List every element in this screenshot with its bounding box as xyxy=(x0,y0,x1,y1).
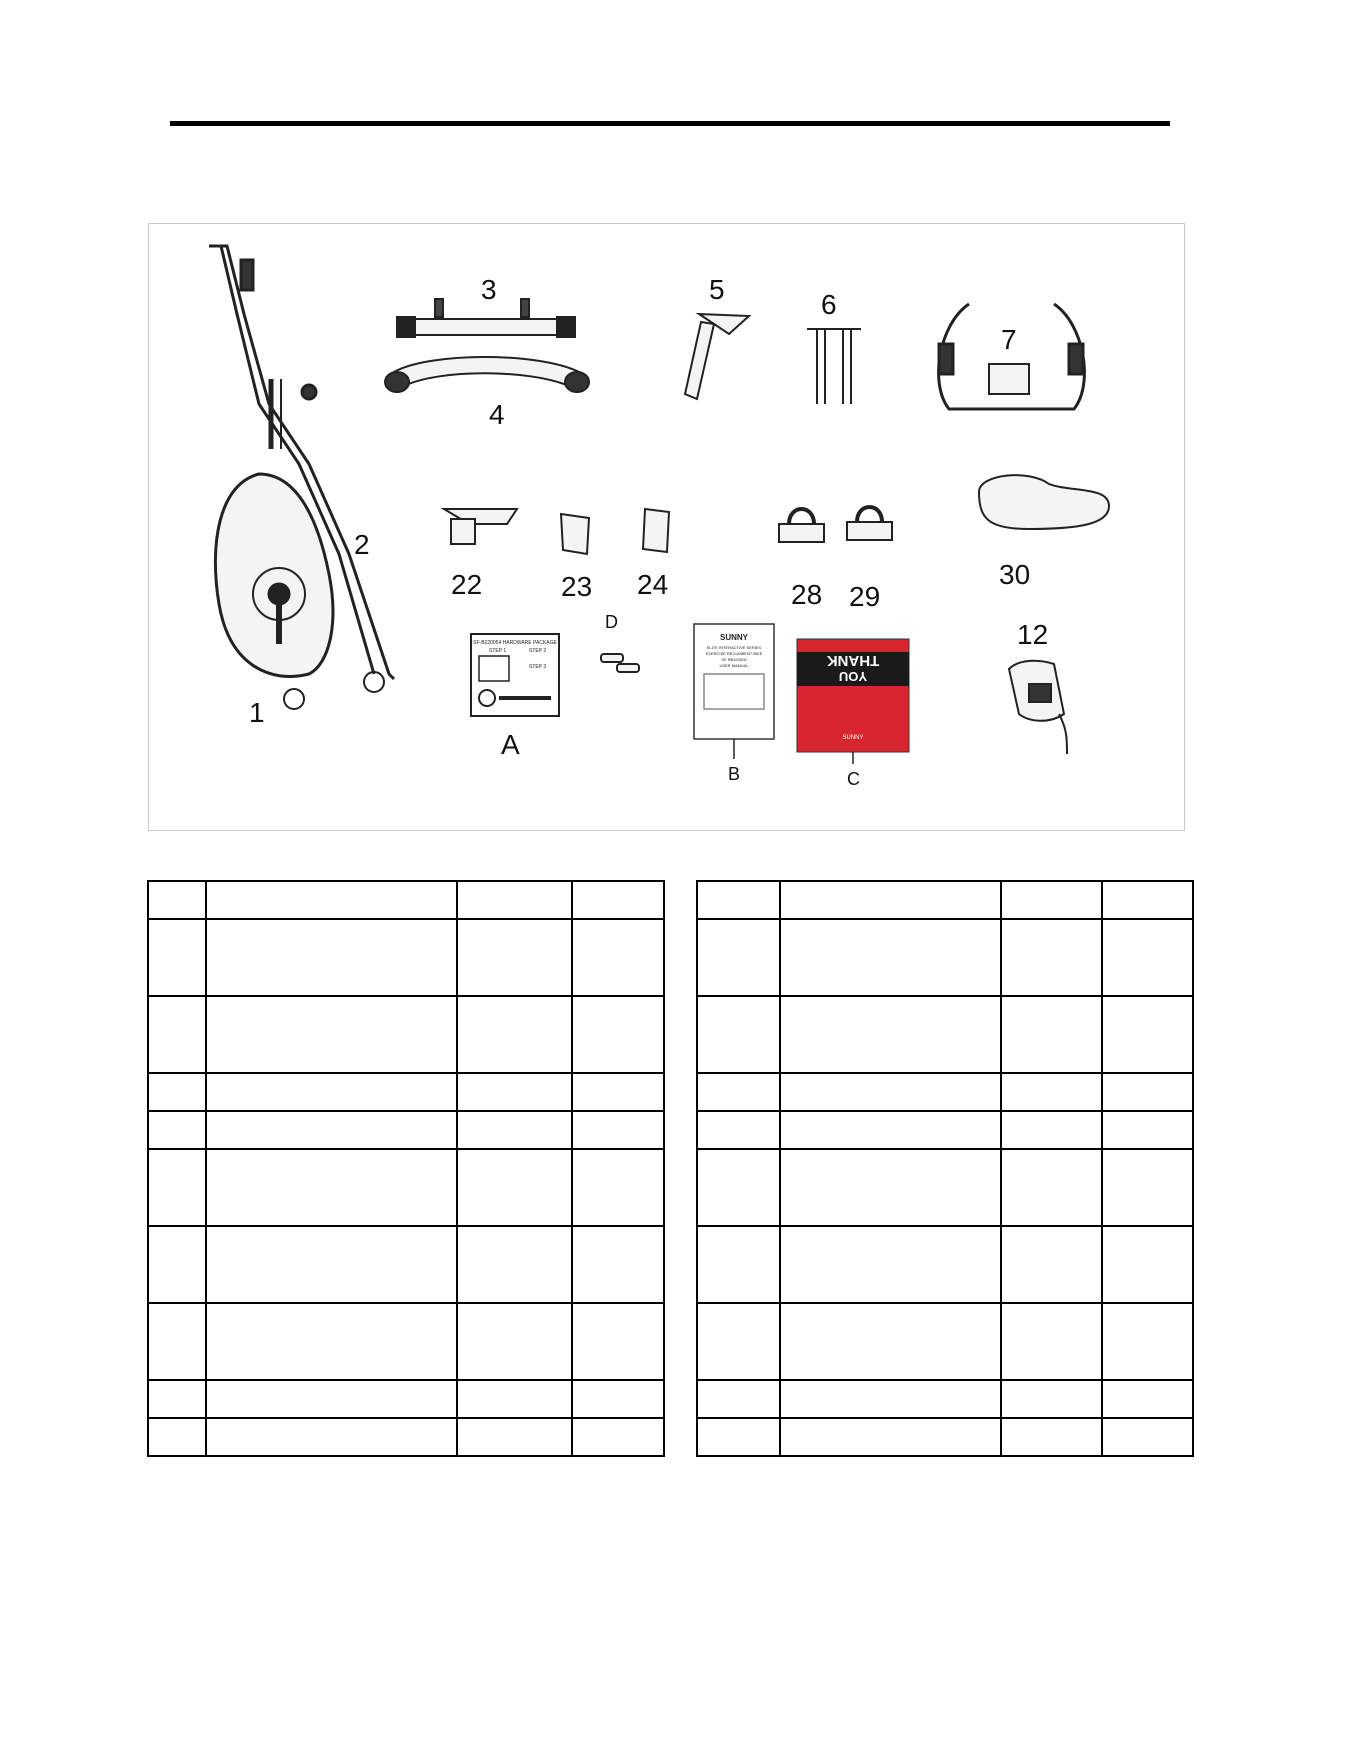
table-row xyxy=(148,1149,664,1226)
table-cell xyxy=(148,1380,206,1418)
table-row xyxy=(697,881,1193,919)
table-cell xyxy=(697,1111,780,1149)
table-cell xyxy=(457,1380,573,1418)
parts-table-right-body xyxy=(697,881,1193,1456)
table-row xyxy=(148,1226,664,1303)
table-cell xyxy=(1001,1226,1103,1303)
callout-C: C xyxy=(847,769,860,789)
pedal-left-part xyxy=(779,509,824,542)
table-cell xyxy=(780,1149,1001,1226)
handlebar-post-part xyxy=(807,329,861,404)
hardware-card-step3: STEP 3 xyxy=(529,664,547,670)
table-cell xyxy=(1001,1111,1103,1149)
handlebar-part xyxy=(939,304,1085,409)
callout-29: 29 xyxy=(849,581,881,612)
table-row xyxy=(697,1149,1193,1226)
table-cell xyxy=(572,1111,664,1149)
table-cell xyxy=(148,1226,206,1303)
callout-5: 5 xyxy=(709,274,725,305)
cap-parts-d xyxy=(601,654,639,672)
table-cell xyxy=(1001,1149,1103,1226)
table-row xyxy=(148,881,664,919)
table-cell xyxy=(572,1073,664,1111)
pedal-right-part xyxy=(847,507,892,540)
table-cell xyxy=(697,1380,780,1418)
table-cell xyxy=(1001,1380,1103,1418)
table-row xyxy=(148,1418,664,1456)
callout-12: 12 xyxy=(1017,619,1049,650)
table-cell xyxy=(697,1418,780,1456)
table-cell xyxy=(206,1226,457,1303)
table-row xyxy=(697,1111,1193,1149)
hardware-card-step1: STEP 1 xyxy=(489,648,507,654)
table-row xyxy=(148,919,664,996)
table-cell xyxy=(1102,1380,1193,1418)
table-cell xyxy=(697,996,780,1073)
callout-1: 1 xyxy=(249,697,265,728)
manual-title-line1: ELITE INTERACTIVE SERIES xyxy=(706,645,762,650)
table-cell xyxy=(780,1111,1001,1149)
callout-D: D xyxy=(605,612,618,632)
table-row xyxy=(697,1418,1193,1456)
table-cell xyxy=(572,1380,664,1418)
console-part xyxy=(1009,661,1067,754)
table-cell xyxy=(206,1380,457,1418)
table-cell xyxy=(1001,1303,1103,1380)
table-cell xyxy=(148,1111,206,1149)
main-frame-part xyxy=(209,246,394,709)
manual-model: SF-RB420000 xyxy=(721,657,747,662)
table-cell xyxy=(1001,919,1103,996)
table-cell xyxy=(572,881,664,919)
bracket-part-23 xyxy=(561,514,589,554)
table-row xyxy=(148,1380,664,1418)
table-cell xyxy=(148,881,206,919)
bracket-part-24 xyxy=(643,509,669,552)
seat-part xyxy=(979,475,1109,529)
callout-B: B xyxy=(728,764,741,784)
hardware-card-heading: SF-B220054 HARDWARE PACKAGE xyxy=(473,640,557,646)
table-cell xyxy=(1102,1073,1193,1111)
manual-brand: SUNNY xyxy=(719,633,749,642)
table-cell xyxy=(206,919,457,996)
parts-illustration xyxy=(149,224,1186,832)
table-cell xyxy=(148,996,206,1073)
table-cell xyxy=(148,1303,206,1380)
parts-table-left-body xyxy=(148,881,664,1456)
table-cell xyxy=(1102,919,1193,996)
table-cell xyxy=(780,881,1001,919)
table-cell xyxy=(1102,1303,1193,1380)
table-cell xyxy=(1102,1418,1193,1456)
table-cell xyxy=(148,919,206,996)
thank-you-brand: SUNNY xyxy=(842,735,864,741)
table-cell xyxy=(206,1073,457,1111)
table-cell xyxy=(148,1073,206,1111)
parts-table-left xyxy=(147,880,665,1457)
table-row xyxy=(697,996,1193,1073)
top-rule xyxy=(170,121,1170,126)
table-cell xyxy=(206,881,457,919)
callout-28: 28 xyxy=(791,579,823,610)
table-cell xyxy=(780,1418,1001,1456)
table-cell xyxy=(780,919,1001,996)
callout-30: 30 xyxy=(999,559,1031,590)
table-cell xyxy=(697,919,780,996)
front-stabilizer-part xyxy=(385,357,589,392)
bottle-holder-part xyxy=(444,509,517,544)
table-cell xyxy=(1001,881,1103,919)
table-cell xyxy=(457,1226,573,1303)
table-cell xyxy=(780,1226,1001,1303)
table-cell xyxy=(697,881,780,919)
table-cell xyxy=(457,1073,573,1111)
table-cell xyxy=(572,996,664,1073)
callout-24: 24 xyxy=(637,569,669,600)
table-cell xyxy=(1102,1226,1193,1303)
table-row xyxy=(697,919,1193,996)
table-cell xyxy=(572,1149,664,1226)
table-row xyxy=(148,1111,664,1149)
table-cell xyxy=(1102,881,1193,919)
table-cell xyxy=(697,1073,780,1111)
table-cell xyxy=(457,881,573,919)
table-cell xyxy=(457,1303,573,1380)
table-cell xyxy=(780,996,1001,1073)
callout-22: 22 xyxy=(451,569,483,600)
thank-you-word2: YOU xyxy=(838,669,868,684)
callout-7: 7 xyxy=(1001,324,1017,355)
seat-post-part xyxy=(685,314,749,399)
callout-4: 4 xyxy=(489,399,505,430)
table-cell xyxy=(572,1303,664,1380)
parts-table-right xyxy=(696,880,1194,1457)
table-row xyxy=(697,1303,1193,1380)
table-cell xyxy=(780,1073,1001,1111)
table-cell xyxy=(780,1380,1001,1418)
table-cell xyxy=(572,919,664,996)
table-cell xyxy=(206,1303,457,1380)
callout-3: 3 xyxy=(481,274,497,305)
callout-A: A xyxy=(501,729,520,760)
table-row xyxy=(148,1073,664,1111)
table-cell xyxy=(457,1111,573,1149)
table-cell xyxy=(1102,996,1193,1073)
table-cell xyxy=(1001,1418,1103,1456)
table-cell xyxy=(1001,1073,1103,1111)
table-cell xyxy=(206,1149,457,1226)
table-cell xyxy=(457,996,573,1073)
table-cell xyxy=(1001,996,1103,1073)
table-row xyxy=(148,1303,664,1380)
callout-23: 23 xyxy=(561,571,593,602)
table-cell xyxy=(457,1149,573,1226)
table-cell xyxy=(457,919,573,996)
manual-subtitle: USER MANUAL xyxy=(719,663,749,668)
table-cell xyxy=(697,1149,780,1226)
table-cell xyxy=(1102,1149,1193,1226)
callout-2: 2 xyxy=(354,529,370,560)
callout-6: 6 xyxy=(821,289,837,320)
parts-figure xyxy=(148,223,1185,831)
table-cell xyxy=(697,1303,780,1380)
table-cell xyxy=(206,1111,457,1149)
table-row xyxy=(697,1226,1193,1303)
table-row xyxy=(697,1073,1193,1111)
table-row xyxy=(148,996,664,1073)
table-cell xyxy=(572,1418,664,1456)
table-cell xyxy=(148,1418,206,1456)
table-cell xyxy=(206,1418,457,1456)
table-cell xyxy=(572,1226,664,1303)
table-cell xyxy=(1102,1111,1193,1149)
table-cell xyxy=(206,996,457,1073)
hardware-card-step2: STEP 2 xyxy=(529,648,547,654)
manual-title-line2: EXERCISE RECUMBENT BIKE xyxy=(705,651,763,656)
thank-you-word1: THANK xyxy=(826,652,880,669)
table-cell xyxy=(148,1149,206,1226)
hardware-card xyxy=(471,634,559,716)
table-cell xyxy=(457,1418,573,1456)
table-cell xyxy=(780,1303,1001,1380)
table-row xyxy=(697,1380,1193,1418)
table-cell xyxy=(697,1226,780,1303)
